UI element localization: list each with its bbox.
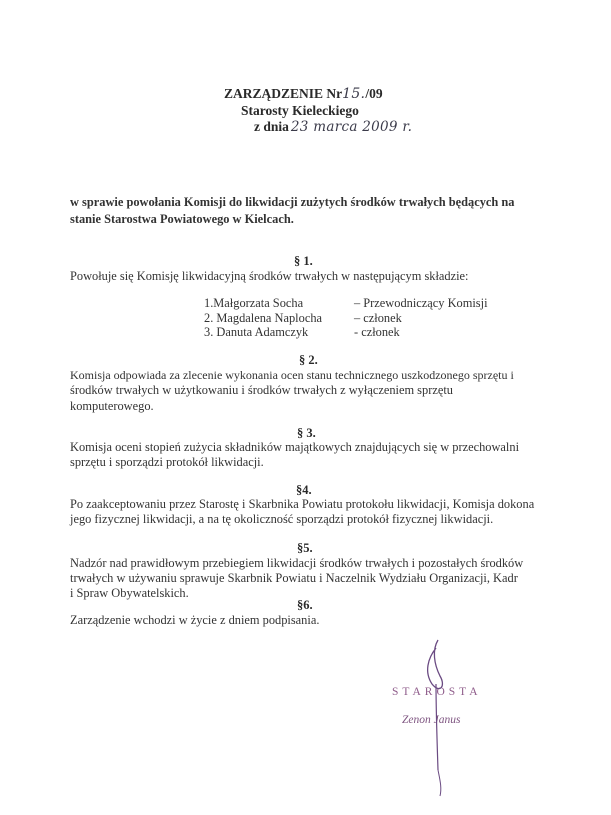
section-2-line-1: Komisja odpowiada za zlecenie wykonania ocen stanu technicznego uszkodzonego sprzętu i [70, 368, 514, 382]
date-prefix: z dnia [254, 119, 289, 134]
section-3-line-1: Komisja oceni stopień zużycia składników majątkowych znajdujących się w przechowalni [70, 440, 520, 454]
title-prefix: ZARZĄDZENIE Nr [224, 86, 343, 101]
subject-line-1: w sprawie powołania Komisji do likwidacji zużytych środków trwałych będących na [70, 195, 515, 209]
subject-line-2: stanie Starostwa Powiatowego w Kielcach. [70, 212, 294, 226]
issuer-line: Starosty Kieleckiego [241, 103, 359, 118]
section-6-heading: §6. [297, 598, 313, 612]
section-6-text: Zarządzenie wchodzi w życie z dniem podpisania. [70, 613, 320, 627]
member-2-role: – członek [354, 311, 402, 325]
section-4-heading: §4. [296, 483, 312, 497]
section-4-line-1: Po zaakceptowaniu przez Starostę i Skarbnika Powiatu protokołu likwidacji, Komisja dokona [70, 497, 535, 511]
stamp-title: STAROSTA [392, 686, 482, 698]
section-5-line-3: i Spraw Obywatelskich. [70, 586, 189, 600]
section-2-line-2: środków trwałych w użytkowaniu i środków trwałych z wyłączeniem sprzętu [70, 383, 453, 397]
section-2-line-3: komputerowego. [70, 399, 154, 413]
date-handwritten: 23 marca 2009 r. [290, 119, 413, 135]
date-line [254, 119, 412, 135]
title-number-handwritten: 15. [342, 86, 366, 102]
member-1-name: 1.Małgorzata Socha [204, 296, 304, 310]
member-2-name: 2. Magdalena Naplocha [204, 311, 323, 325]
member-3-role: - członek [354, 325, 400, 339]
section-4-line-2: jego fizycznej likwidacji, a na tę okoliczność sporządzi protokół fizycznej likwidacji. [70, 512, 494, 526]
section-5-line-1: Nadzór nad prawidłowym przebiegiem likwidacji środków trwałych i pozostałych środków [70, 556, 524, 570]
member-3-name: 3. Danuta Adamczyk [204, 325, 309, 339]
member-1-role: – Przewodniczący Komisji [354, 296, 488, 310]
stamp-name: Zenon Janus [402, 714, 461, 726]
section-3-line-2: sprzętu i sporządzi protokół likwidacji. [70, 455, 264, 469]
title-suffix: /09 [365, 86, 383, 101]
section-5-heading: §5. [297, 541, 313, 555]
section-2-heading: § 2. [299, 353, 318, 367]
section-1-heading: § 1. [294, 254, 313, 268]
document-title [224, 86, 383, 102]
section-5-line-2: trwałych w używaniu sprawuje Skarbnik Powiatu i Naczelnik Wydziału Organizacji, Kadr [70, 571, 518, 585]
section-1-text: Powołuje się Komisję likwidacyjną środków trwałych w następującym składzie: [70, 269, 469, 283]
section-3-heading: § 3. [297, 426, 316, 440]
